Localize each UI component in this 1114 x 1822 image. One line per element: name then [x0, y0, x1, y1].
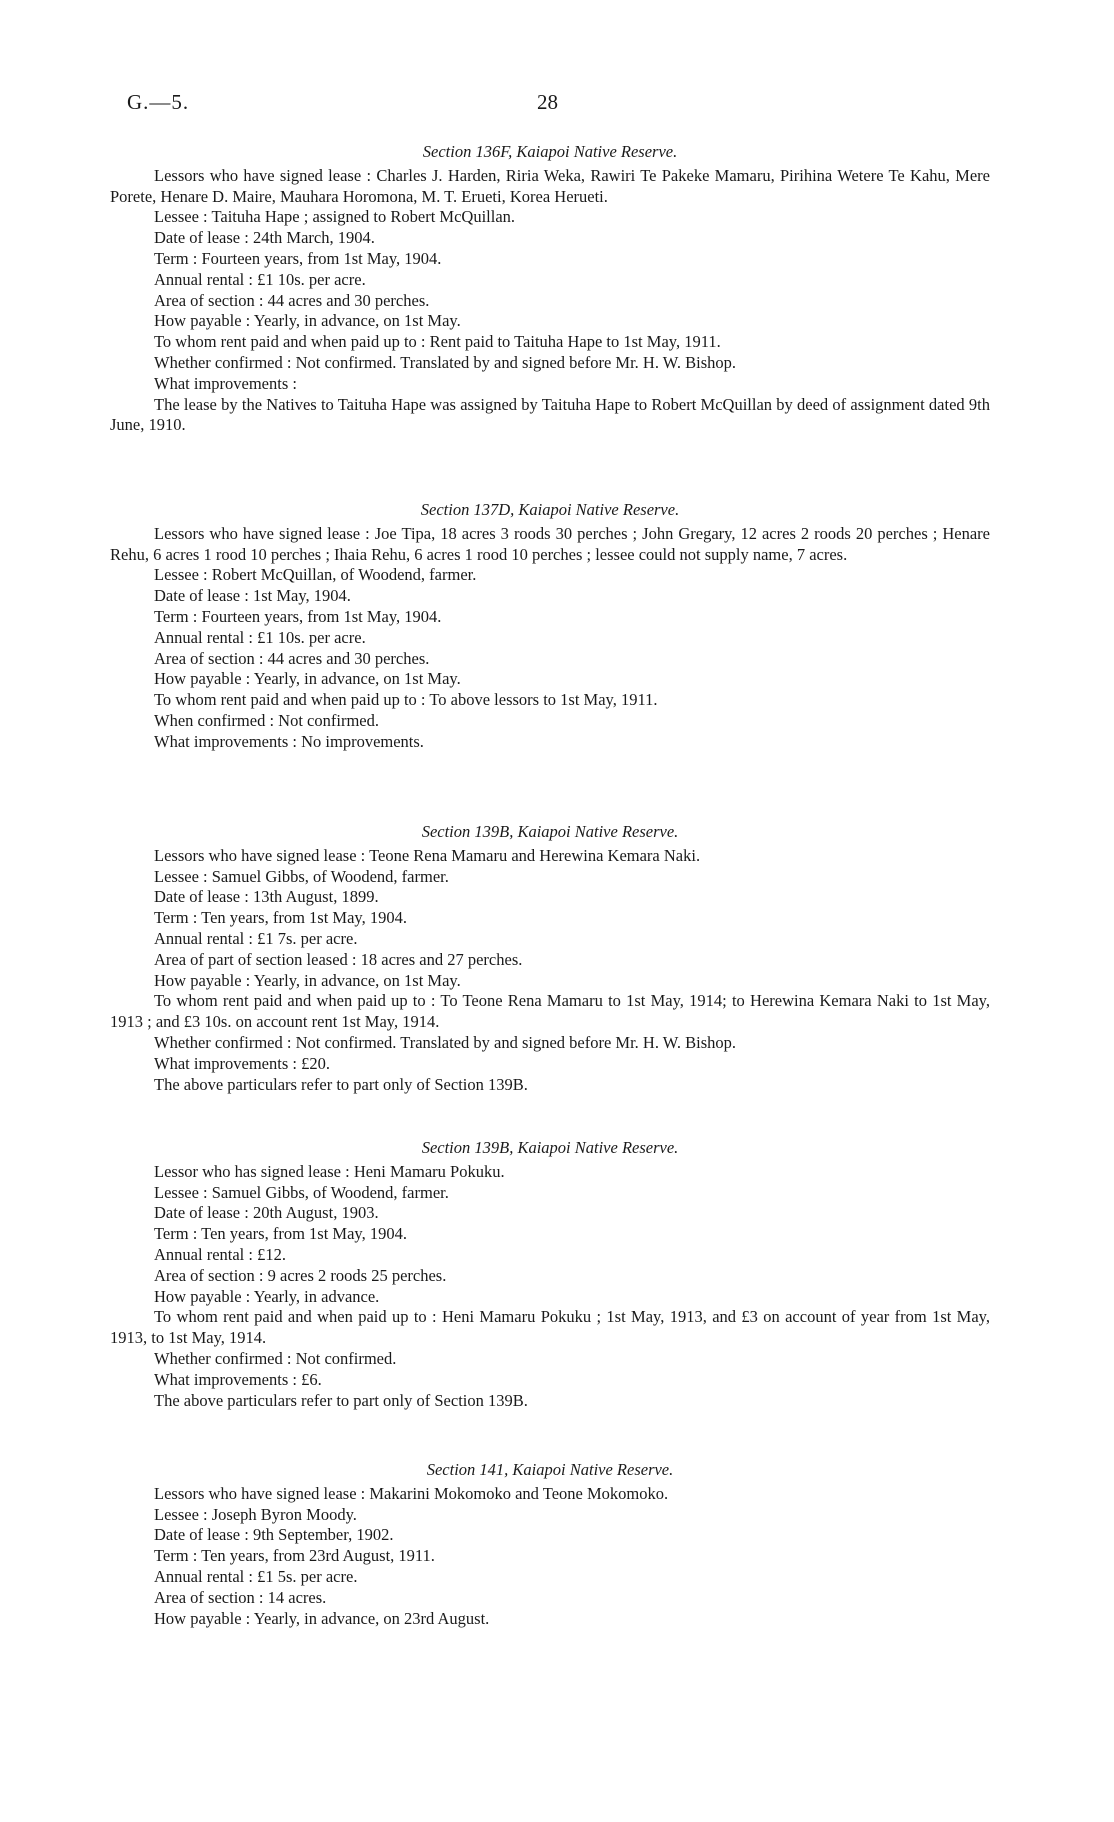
- field-label: Area of section :: [154, 1266, 268, 1285]
- field-value: £12.: [257, 1244, 286, 1264]
- lease-field: [110, 1054, 990, 1075]
- field-value: 18 acres and 27 perches.: [360, 949, 523, 969]
- field-label: Term :: [154, 249, 201, 268]
- field-label: Lessors who have signed lease :: [154, 1484, 369, 1503]
- field-value: Heni Mamaru Pokuku.: [353, 1161, 505, 1181]
- section-note: The above particulars refer to part only of Section 139B.: [154, 1074, 528, 1094]
- field-value: £1 7s. per acre.: [257, 928, 358, 948]
- field-value: Ten years, from 1st May, 1904.: [201, 1224, 407, 1244]
- lease-field: [110, 353, 990, 374]
- lease-field: [110, 1567, 990, 1588]
- field-value: 9th September, 1902.: [252, 1525, 394, 1545]
- lease-field: [110, 291, 990, 312]
- lease-section: [110, 142, 990, 436]
- field-label: Lessee :: [154, 1505, 212, 1524]
- field-label: What improvements :: [154, 374, 297, 393]
- field-label: To whom rent paid and when paid up to :: [154, 1307, 442, 1326]
- lease-field: [110, 1505, 990, 1526]
- field-value: 13th August, 1899.: [252, 887, 379, 907]
- lease-field: [110, 732, 990, 753]
- lease-field: [110, 908, 990, 929]
- field-label: What improvements :: [154, 732, 301, 751]
- field-value: 14 acres.: [267, 1587, 327, 1607]
- section-title: Section 137D, Kaiapoi Native Reserve.: [420, 500, 680, 519]
- field-label: What improvements :: [154, 1054, 301, 1073]
- field-value: Taituha Hape ; assigned to Robert McQuillan.: [211, 207, 516, 227]
- field-label: Annual rental :: [154, 628, 257, 647]
- field-label: How payable :: [154, 971, 254, 990]
- lease-field: [110, 332, 990, 353]
- lease-field: [110, 711, 990, 732]
- lease-field: [110, 1266, 990, 1287]
- field-label: How payable :: [154, 311, 254, 330]
- field-value: Makarini Mokomoko and Teone Mokomoko.: [369, 1483, 669, 1503]
- lease-field: [110, 1546, 990, 1567]
- lease-field: [110, 607, 990, 628]
- field-label: Term :: [154, 607, 201, 626]
- lease-field: [110, 1183, 990, 1204]
- field-label: Date of lease :: [154, 887, 253, 906]
- field-value: Not confirmed.: [295, 1348, 397, 1368]
- field-value: Not confirmed.: [278, 710, 379, 730]
- page-number: 28: [537, 90, 558, 114]
- field-label: Annual rental :: [154, 929, 257, 948]
- field-label: Date of lease :: [154, 586, 253, 605]
- field-label: To whom rent paid and when paid up to :: [154, 991, 440, 1010]
- lease-field: [110, 1203, 990, 1224]
- field-value: Yearly, in advance, on 1st May.: [253, 669, 461, 689]
- field-label: Lessee :: [154, 867, 212, 886]
- lease-field: [110, 586, 990, 607]
- field-value: £20.: [301, 1053, 330, 1073]
- field-label: Whether confirmed :: [154, 353, 296, 372]
- lease-field: [110, 565, 990, 586]
- field-value: Fourteen years, from 1st May, 1904.: [201, 606, 442, 626]
- lease-section: [110, 822, 990, 1095]
- lease-field: [110, 1588, 990, 1609]
- lease-field: [110, 887, 990, 908]
- lease-field: [110, 1370, 990, 1391]
- lease-field: [110, 846, 990, 867]
- field-value: Robert McQuillan, of Woodend, farmer.: [211, 565, 477, 585]
- field-label: Lessee :: [154, 1183, 212, 1202]
- field-value: £6.: [301, 1369, 322, 1389]
- field-value: 44 acres and 30 perches.: [267, 648, 430, 668]
- section-title: Section 141, Kaiapoi Native Reserve.: [426, 1460, 674, 1479]
- lease-field: [110, 690, 990, 711]
- field-label: Term :: [154, 1546, 201, 1565]
- field-label: Date of lease :: [154, 1203, 253, 1222]
- field-label: Lessee :: [154, 565, 212, 584]
- lease-field: [110, 1349, 990, 1370]
- field-label: Lessors who have signed lease :: [154, 846, 369, 865]
- field-label: Annual rental :: [154, 270, 257, 289]
- lease-section: [110, 500, 990, 753]
- field-label: Annual rental :: [154, 1567, 257, 1586]
- field-value: Ten years, from 23rd August, 1911.: [201, 1546, 435, 1566]
- field-value: Joe Tipa, 18 acres 3 roods 30 perches ; John Gregary, 12 acres 2 roods 20 perches ; Henare Rehu, 6 acres 1 rood 10 perches ; Ihaia Rehu, 6 acres 1 rood 10 perches ; lessee could not supply name, 7 acres.: [110, 523, 990, 564]
- field-value: £1 10s. per acre.: [257, 269, 366, 289]
- field-value: Charles J. Harden, Riria Weka, Rawiri Te Pakeke Mamaru, Pirihina Wetere Te Kahu, Mere Porete, Henare D. Maire, Mauhara Horomona, M. T. Erueti, Korea Herueti.: [110, 165, 990, 206]
- lease-field: [110, 649, 990, 670]
- section-title: Section 139B, Kaiapoi Native Reserve.: [421, 1138, 679, 1157]
- field-value: 24th March, 1904.: [252, 228, 375, 248]
- lease-field: [110, 1162, 990, 1183]
- lease-field: [110, 1307, 990, 1349]
- field-value: Yearly, in advance, on 1st May.: [253, 311, 461, 331]
- lease-field: [110, 669, 990, 690]
- lease-field: [110, 1245, 990, 1266]
- field-value: Rent paid to Taituha Hape to 1st May, 1911.: [429, 332, 721, 352]
- lease-field: [110, 867, 990, 888]
- field-label: Lessee :: [154, 207, 211, 226]
- field-value: Heni Mamaru Pokuku ; 1st May, 1913, and £3 on account of year from 1st May, 1913, to 1st May, 1914.: [110, 1307, 990, 1348]
- field-label: Area of section :: [154, 649, 268, 668]
- field-value: 44 acres and 30 perches.: [267, 290, 430, 310]
- field-value: 20th August, 1903.: [252, 1203, 379, 1223]
- field-value: Not confirmed. Translated by and signed before Mr. H. W. Bishop.: [295, 1032, 736, 1052]
- lease-field: [110, 1484, 990, 1505]
- field-label: To whom rent paid and when paid up to :: [154, 690, 429, 709]
- field-value: Yearly, in advance, on 23rd August.: [253, 1608, 490, 1628]
- lease-field: [110, 1525, 990, 1546]
- lease-field: [110, 207, 990, 228]
- field-label: Date of lease :: [154, 1525, 253, 1544]
- field-value: £1 10s. per acre.: [257, 627, 366, 647]
- lease-field: [110, 166, 990, 208]
- document-reference: G.—5.: [127, 90, 190, 114]
- field-value: To Teone Rena Mamaru to 1st May, 1914; to Herewina Kemara Naki to 1st May, 1913 ; and £3 10s. on account rent 1st May, 1914.: [110, 991, 990, 1032]
- field-value: Samuel Gibbs, of Woodend, farmer.: [211, 866, 449, 886]
- lease-field: [110, 228, 990, 249]
- field-label: To whom rent paid and when paid up to :: [154, 332, 430, 351]
- lease-field: [110, 249, 990, 270]
- lease-field: [110, 270, 990, 291]
- field-value: Yearly, in advance, on 1st May.: [253, 970, 461, 990]
- field-value: Not confirmed. Translated by and signed before Mr. H. W. Bishop.: [295, 352, 736, 372]
- field-label: Area of section :: [154, 291, 268, 310]
- field-value: Joseph Byron Moody.: [211, 1504, 357, 1524]
- field-value: Fourteen years, from 1st May, 1904.: [201, 248, 442, 268]
- field-value: 1st May, 1904.: [252, 586, 351, 606]
- field-value: To above lessors to 1st May, 1911.: [429, 690, 658, 710]
- field-label: How payable :: [154, 1609, 254, 1628]
- field-label: Whether confirmed :: [154, 1033, 296, 1052]
- field-label: Lessor who has signed lease :: [154, 1162, 354, 1181]
- field-value: £1 5s. per acre.: [257, 1566, 358, 1586]
- field-label: Area of section :: [154, 1588, 268, 1607]
- lease-field: [110, 628, 990, 649]
- field-value: Ten years, from 1st May, 1904.: [201, 908, 407, 928]
- lease-field: [110, 1609, 990, 1630]
- lease-field: [110, 374, 990, 395]
- field-label: Lessors who have signed lease :: [154, 166, 376, 185]
- field-label: Lessors who have signed lease :: [154, 524, 375, 543]
- field-value: No improvements.: [301, 731, 424, 751]
- lease-field: [110, 311, 990, 332]
- section-title: Section 139B, Kaiapoi Native Reserve.: [421, 822, 679, 841]
- lease-field: [110, 929, 990, 950]
- lease-section: [110, 1138, 990, 1411]
- field-label: What improvements :: [154, 1370, 301, 1389]
- field-value: Samuel Gibbs, of Woodend, farmer.: [211, 1182, 449, 1202]
- field-value: Teone Rena Mamaru and Herewina Kemara Naki.: [369, 845, 701, 865]
- field-label: When confirmed :: [154, 711, 278, 730]
- lease-field: [110, 1224, 990, 1245]
- field-label: Whether confirmed :: [154, 1349, 296, 1368]
- field-value: 9 acres 2 roods 25 perches.: [267, 1265, 447, 1285]
- field-label: How payable :: [154, 1287, 254, 1306]
- field-label: Term :: [154, 1224, 201, 1243]
- field-label: How payable :: [154, 669, 254, 688]
- lease-section: [110, 1460, 990, 1629]
- lease-field: [110, 1287, 990, 1308]
- field-value: Yearly, in advance.: [253, 1286, 380, 1306]
- section-title: Section 136F, Kaiapoi Native Reserve.: [422, 142, 678, 161]
- lease-field: [110, 950, 990, 971]
- lease-field: [110, 1033, 990, 1054]
- field-label: Area of part of section leased :: [154, 950, 361, 969]
- lease-field: [110, 971, 990, 992]
- field-label: Date of lease :: [154, 228, 253, 247]
- field-label: Annual rental :: [154, 1245, 257, 1264]
- section-note: The above particulars refer to part only of Section 139B.: [154, 1390, 528, 1410]
- lease-field: [110, 524, 990, 566]
- page-header: [0, 90, 1114, 120]
- field-label: Term :: [154, 908, 201, 927]
- lease-field: [110, 991, 990, 1033]
- section-note: The lease by the Natives to Taituha Hape was assigned by Taituha Hape to Robert McQuillan by deed of assignment dated 9th June, 1910.: [110, 394, 990, 435]
